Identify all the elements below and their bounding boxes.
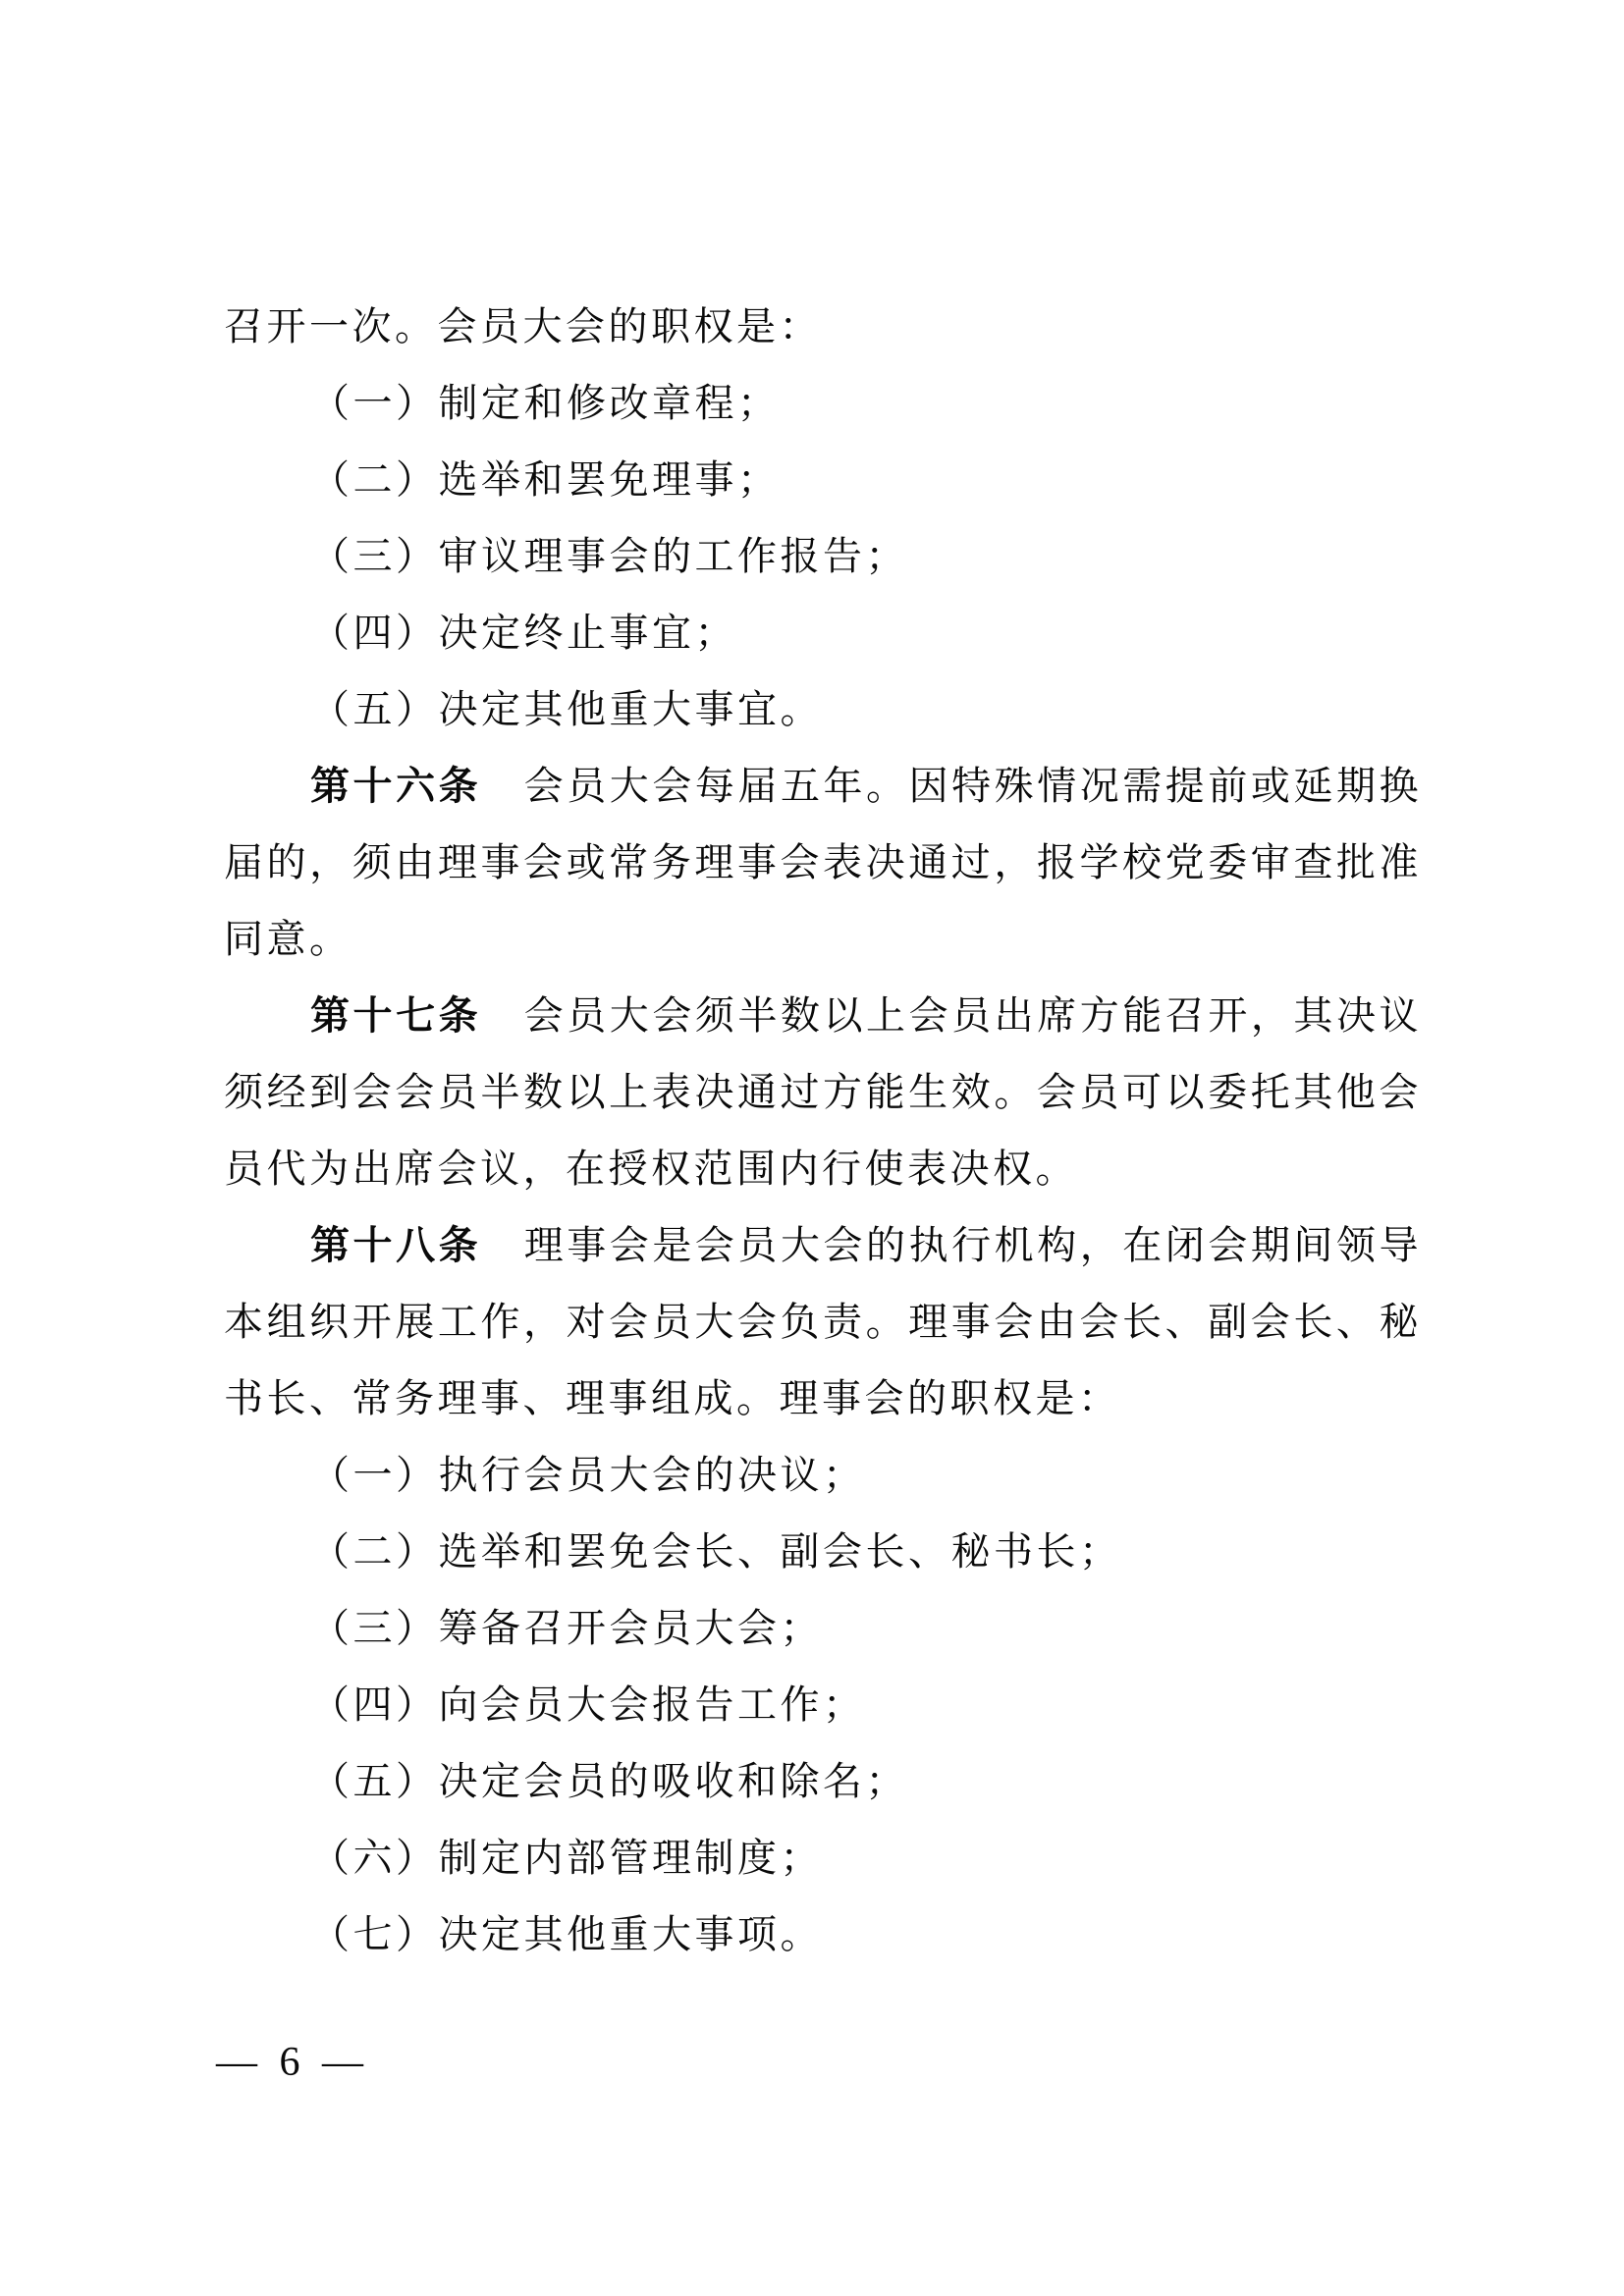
- list-item: （五）决定会员的吸收和除名；: [310, 1759, 908, 1803]
- list-item: （四）决定终止事宜；: [310, 611, 737, 655]
- list-item: （一）执行会员大会的决议；: [310, 1453, 866, 1497]
- article-text: 理事会是会员大会的执行机构，在闭会期间领导: [481, 1223, 1423, 1267]
- doc-line: 同意。: [224, 917, 352, 961]
- doc-line: 本组织开展工作，对会员大会负责。理事会由会长、副会长、秘: [224, 1300, 1422, 1344]
- list-item: （一）制定和修改章程；: [310, 381, 781, 425]
- doc-line: 员代为出席会议，在授权范围内行使表决权。: [224, 1147, 1078, 1191]
- doc-line: [224, 748, 1422, 825]
- doc-line: 书长、常务理事、理事组成。理事会的职权是：: [224, 1376, 1121, 1420]
- document-body: [224, 289, 1422, 1973]
- article-heading: 第十七条: [310, 994, 482, 1038]
- list-item: （三）筹备召开会员大会；: [310, 1606, 823, 1650]
- list-item: （三）审议理事会的工作报告；: [310, 534, 908, 578]
- list-item: （二）选举和罢免会长、副会长、秘书长；: [310, 1529, 1122, 1574]
- doc-line: 届的，须由理事会或常务理事会表决通过，报学校党委审查批准: [224, 840, 1422, 884]
- doc-line: [224, 978, 1422, 1054]
- article-heading: 第十八条: [310, 1224, 482, 1267]
- list-item: （七）决定其他重大事项。: [310, 1912, 823, 1956]
- list-item: （四）向会员大会报告工作；: [310, 1682, 866, 1727]
- doc-line: 须经到会会员半数以上表决通过方能生效。会员可以委托其他会: [224, 1070, 1422, 1114]
- article-text: 会员大会每届五年。因特殊情况需提前或延期换: [481, 764, 1423, 808]
- doc-line: 召开一次。会员大会的职权是：: [224, 304, 822, 348]
- article-heading: 第十六条: [310, 765, 482, 808]
- doc-line: [224, 1207, 1422, 1284]
- list-item: （五）决定其他重大事宜。: [310, 687, 823, 731]
- list-item: （六）制定内部管理制度；: [310, 1836, 823, 1880]
- article-text: 会员大会须半数以上会员出席方能召开，其决议: [481, 993, 1423, 1038]
- list-item: （二）选举和罢免理事；: [310, 457, 781, 502]
- page-number: — 6 —: [216, 2040, 369, 2085]
